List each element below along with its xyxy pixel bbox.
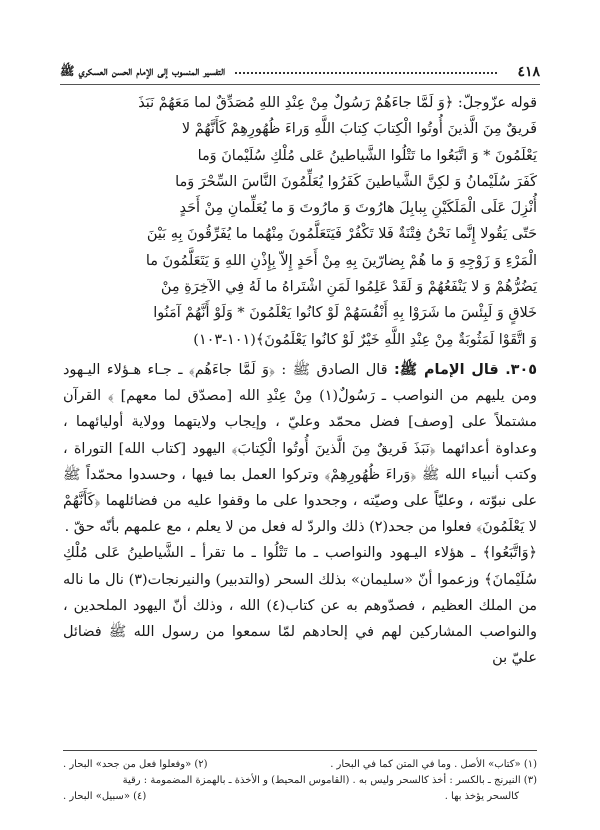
running-header [60,62,540,82]
commentary-paragraph [63,357,537,540]
footnote-row [63,757,537,773]
commentary-paragraph [63,540,537,671]
footnotes [63,757,537,805]
quran-line: كَفَرَ سُلَيْمانُ وَ لكِنَّ الشَّياطينَ كَفَرُوا يُعَلِّمُونَ النَّاسَ السِّحْرَ وَما [175,173,537,190]
main-text [63,90,537,671]
hadith-label: قال الإمام ﷺ: [393,361,499,378]
quran-line: الْمَرْءِ وَ زَوْجِهِ وَ ما هُمْ بِضارّينَ بِهِ مِنْ أَحَدٍ إِلاّ بِإِذْنِ اللهِ وَ يَتَعَلَّمُونَ ما [145,252,537,269]
header-rule [60,84,540,85]
commentary-text: ﴿وَاتَّبَعُوا﴾ ـ هؤلاء اليـهود والنواصب ـ ما تَتْلُوا ـ ما تقرأ ـ الشَّياطينُ عَلى مُلْكِ سُلَيْمانَ﴾ وزعموا أنّ «سليمان» بذلك السحر (والتدبير) والنيرنجات(٣) نال ما ناله من الملك العظيم ، فصدّوهم به عن كتاب(٤) الله ، وذلك أنّ اليهود الملحدين ، والنواصب المشاركين لهم في إلحادهم لمّا سمعوا من رسول الله ﷺ فضائل عليّ بن [63,545,537,667]
footnote-1: (١) «كتاب» الأصل . وما في المتن كما في البحار . [330,759,537,770]
footnote-row [63,789,537,805]
hadith-number: ٣٠٥. [505,361,538,378]
footnote-3: (٣) النيرنج ـ بالكسر : أخذ كالسحر وليس به . (القاموس المحيط) و الأخذة ـ بالهمزة المضمومة : رقية [122,775,537,786]
quran-line: يَعْلَمُونَ * وَ اتَّبَعُوا ما تَتْلُوا الشَّياطينُ عَلى مُلْكِ سُلَيْمانَ وَما [197,147,537,164]
quran-line: قوله عزّوجلّ: ﴿وَ لَمَّا جاءَهُمْ رَسُولٌ مِنْ عِنْدِ اللهِ مُصَدِّقٌ لما مَعَهُمْ نَبَذَ [138,95,537,111]
quran-line: وَ اتَّقَوْا لَمَثُوبَةٌ مِنْ عِنْدِ اللَّهِ خَيْرٌ لَوْ كانُوا يَعْلَمُونَ﴾(١٠١-١٠٣) [193,331,537,348]
quran-line: حَتّى يَقُولا إِنَّما نَحْنُ فِتْنَةٌ فَلا تَكْفُرْ فَيَتَعَلَّمُونَ مِنْهُما ما يُفَرِّقُونَ بِهِ بَيْنَ [146,226,537,243]
running-title: التفسير المنسوب إلى الإمام الحسن العسكري ﷺ [60,63,226,78]
footnote-rule [63,750,537,751]
quran-line: خَلاقٍ وَ لَبِئْسَ ما شَرَوْا بِهِ أَنْفُسَهُمْ لَوْ كانُوا يَعْلَمُونَ * وَلَوْ أَنَّهُمْ آمَنُوا [153,305,537,322]
page-number: ٤١٨ [517,64,540,80]
footnote-3-continued: كالسحر يؤخذ بها . [444,791,519,802]
quran-line: يَضُرُّهُمْ وَ لا يَنْفَعُهُمْ وَ لَقَدْ عَلِمُوا لَمَنِ اشْتَراهُ ما لَهُ فِي الآخِرَةِ مِنْ [160,279,537,296]
commentary-text: قال الصادق ﷺ : ﴿وَ لَمَّا جاءَهُم﴾ ـ جـاء هـؤلاء اليـهود ومن يليهم من النواصب ـ رَسُولٌ(١) مِنْ عِنْدِ الله [مصدّق لما معهم] ﴾ القرآن مشتملاً على [وصف] فضل محمّد وعليّ ، وإيجاب ولايتهما وولاية أوليائهما ، وعداوة أعدائهما ﴿نَبَذَ فَريقٌ مِنَ الَّذينَ أُوتُوا الْكِتابَ﴾ اليهود [كتاب الله] التوراة ، وكتب أنبياء الله ﷺ ﴿وَراءَ ظُهُورِهِمْ﴾ وتركوا العمل بما فيها ، وحسدوا محمّداً ﷺ على نبوّته ، وعليّاً على وصيّته ، وجحدوا على ما وقفوا عليه من فضائلهما ﴿كَأَنَّهُمْ لا يَعْلَمُونَ﴾ فعلوا من جحد(٢) ذلك والردّ له فعل من لا يعلم ، مع علمهم بأنّه حقّ . [63,361,537,536]
quran-line: فَريقٌ مِنَ الَّذينَ أُوتُوا الْكِتابَ كِتابَ اللَّهِ وَراءَ ظُهُورِهِمْ كَأَنَّهُمْ لا [181,121,537,138]
quran-line: أُنْزِلَ عَلَى الْمَلَكَيْنِ بِبابِلَ هارُوتَ وَ مارُوتَ وَ ما يُعَلِّمانِ مِنْ أَحَدٍ [179,200,537,217]
header-dotted-leader [235,71,497,74]
footnote-2: (٢) «وفعلوا فعل من جحد» البحار . [63,759,208,770]
footnote-4: (٤) «سبيل» البحار . [63,791,147,802]
